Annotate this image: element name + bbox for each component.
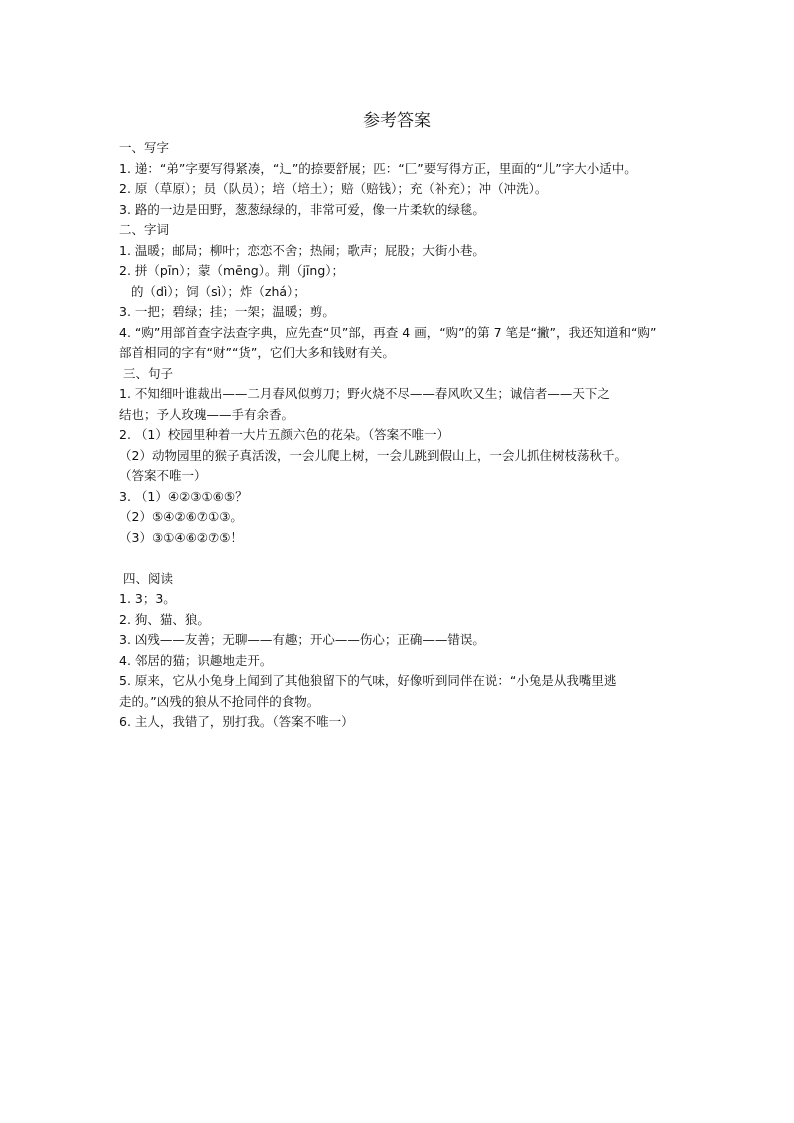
- answer-line: 部首相同的字有“财”“货”，它们大多和钱财有关。: [119, 345, 395, 360]
- answer-line: 2. 拼（pīn）；蒙（mēng）。荆（jīng）；: [119, 263, 345, 278]
- answer-line: 1. 温暖；邮局；柳叶；恋恋不舍；热闹；歌声；屁股；大街小巷。: [119, 242, 485, 258]
- answer-line: 4. 邻居的猫；识趣地走开。: [119, 652, 273, 668]
- answer-line: 2. 狗、猫、狼。: [119, 611, 210, 627]
- answer-content: [119, 138, 689, 733]
- answer-line: 结也；予人玫瑰——手有余香。: [119, 406, 295, 422]
- section-heading-sentences: 三、句子: [123, 365, 174, 381]
- answer-line: 1. 递：“弟”字要写得紧凑，“辶”的捺要舒展；匹：“匚”要写得方正，里面的“儿”字大小适中。: [119, 160, 637, 176]
- answer-line: （2）动物园里的猴子真活泼，一会儿爬上树，一会儿跳到假山上，一会儿抓住树枝荡秋千。: [119, 447, 627, 463]
- answer-line: 3. （1）④②③①⑥⑤？: [119, 488, 248, 504]
- answer-line: 4. “购”用部首查字法查字典，应先查“贝”部，再查 4 画，“购”的第 7 笔是“撇”，我还知道和“购”: [119, 324, 657, 340]
- answer-line: 走的。”凶残的狼从不抢同伴的食物。: [119, 693, 320, 709]
- answer-line: 6. 主人，我错了，别打我。（答案不唯一）: [119, 714, 354, 729]
- answer-line: 5. 原来，它从小兔身上闻到了其他狼留下的气味，好像听到同伴在说：“小兔是从我嘴里逃: [119, 673, 617, 688]
- answer-line: 的（dì）；饲（sì）；炸（zhá）；: [131, 283, 306, 299]
- section-heading-writing: 一、写字: [119, 140, 170, 155]
- section-heading-reading: 四、阅读: [123, 570, 174, 586]
- answer-line: 1. 不知细叶谁裁出——二月春风似剪刀；野火烧不尽——春风吹又生；诚信者——天下之: [119, 386, 610, 401]
- answer-line: 1. 3；3。: [119, 591, 176, 606]
- answer-line: 3. 凶残——友善；无聊——有趣；开心——伤心；正确——错误。: [119, 632, 485, 647]
- answer-line: （2）⑤④②⑥⑦①③。: [119, 509, 243, 524]
- answer-line: （3）③①④⑥②⑦⑤！: [119, 529, 243, 545]
- answer-line: 2. （1）校园里种着一大片五颜六色的花朵。（答案不唯一）: [119, 427, 450, 442]
- page-title: 参考答案: [363, 111, 431, 131]
- section-heading-words: 二、字词: [119, 222, 170, 237]
- answer-line: 3. 一把；碧绿；挂；一架；温暖；剪。: [119, 304, 335, 319]
- answer-line: 2. 原（草原）；员（队员）；培（培土）；赔（赔钱）；充（补充）；冲（冲洗）。: [119, 181, 548, 196]
- answer-line: 3. 路的一边是田野，葱葱绿绿的，非常可爱，像一片柔软的绿毯。: [119, 201, 485, 217]
- blank-gap: [119, 548, 689, 569]
- answer-line: （答案不唯一）: [119, 468, 207, 483]
